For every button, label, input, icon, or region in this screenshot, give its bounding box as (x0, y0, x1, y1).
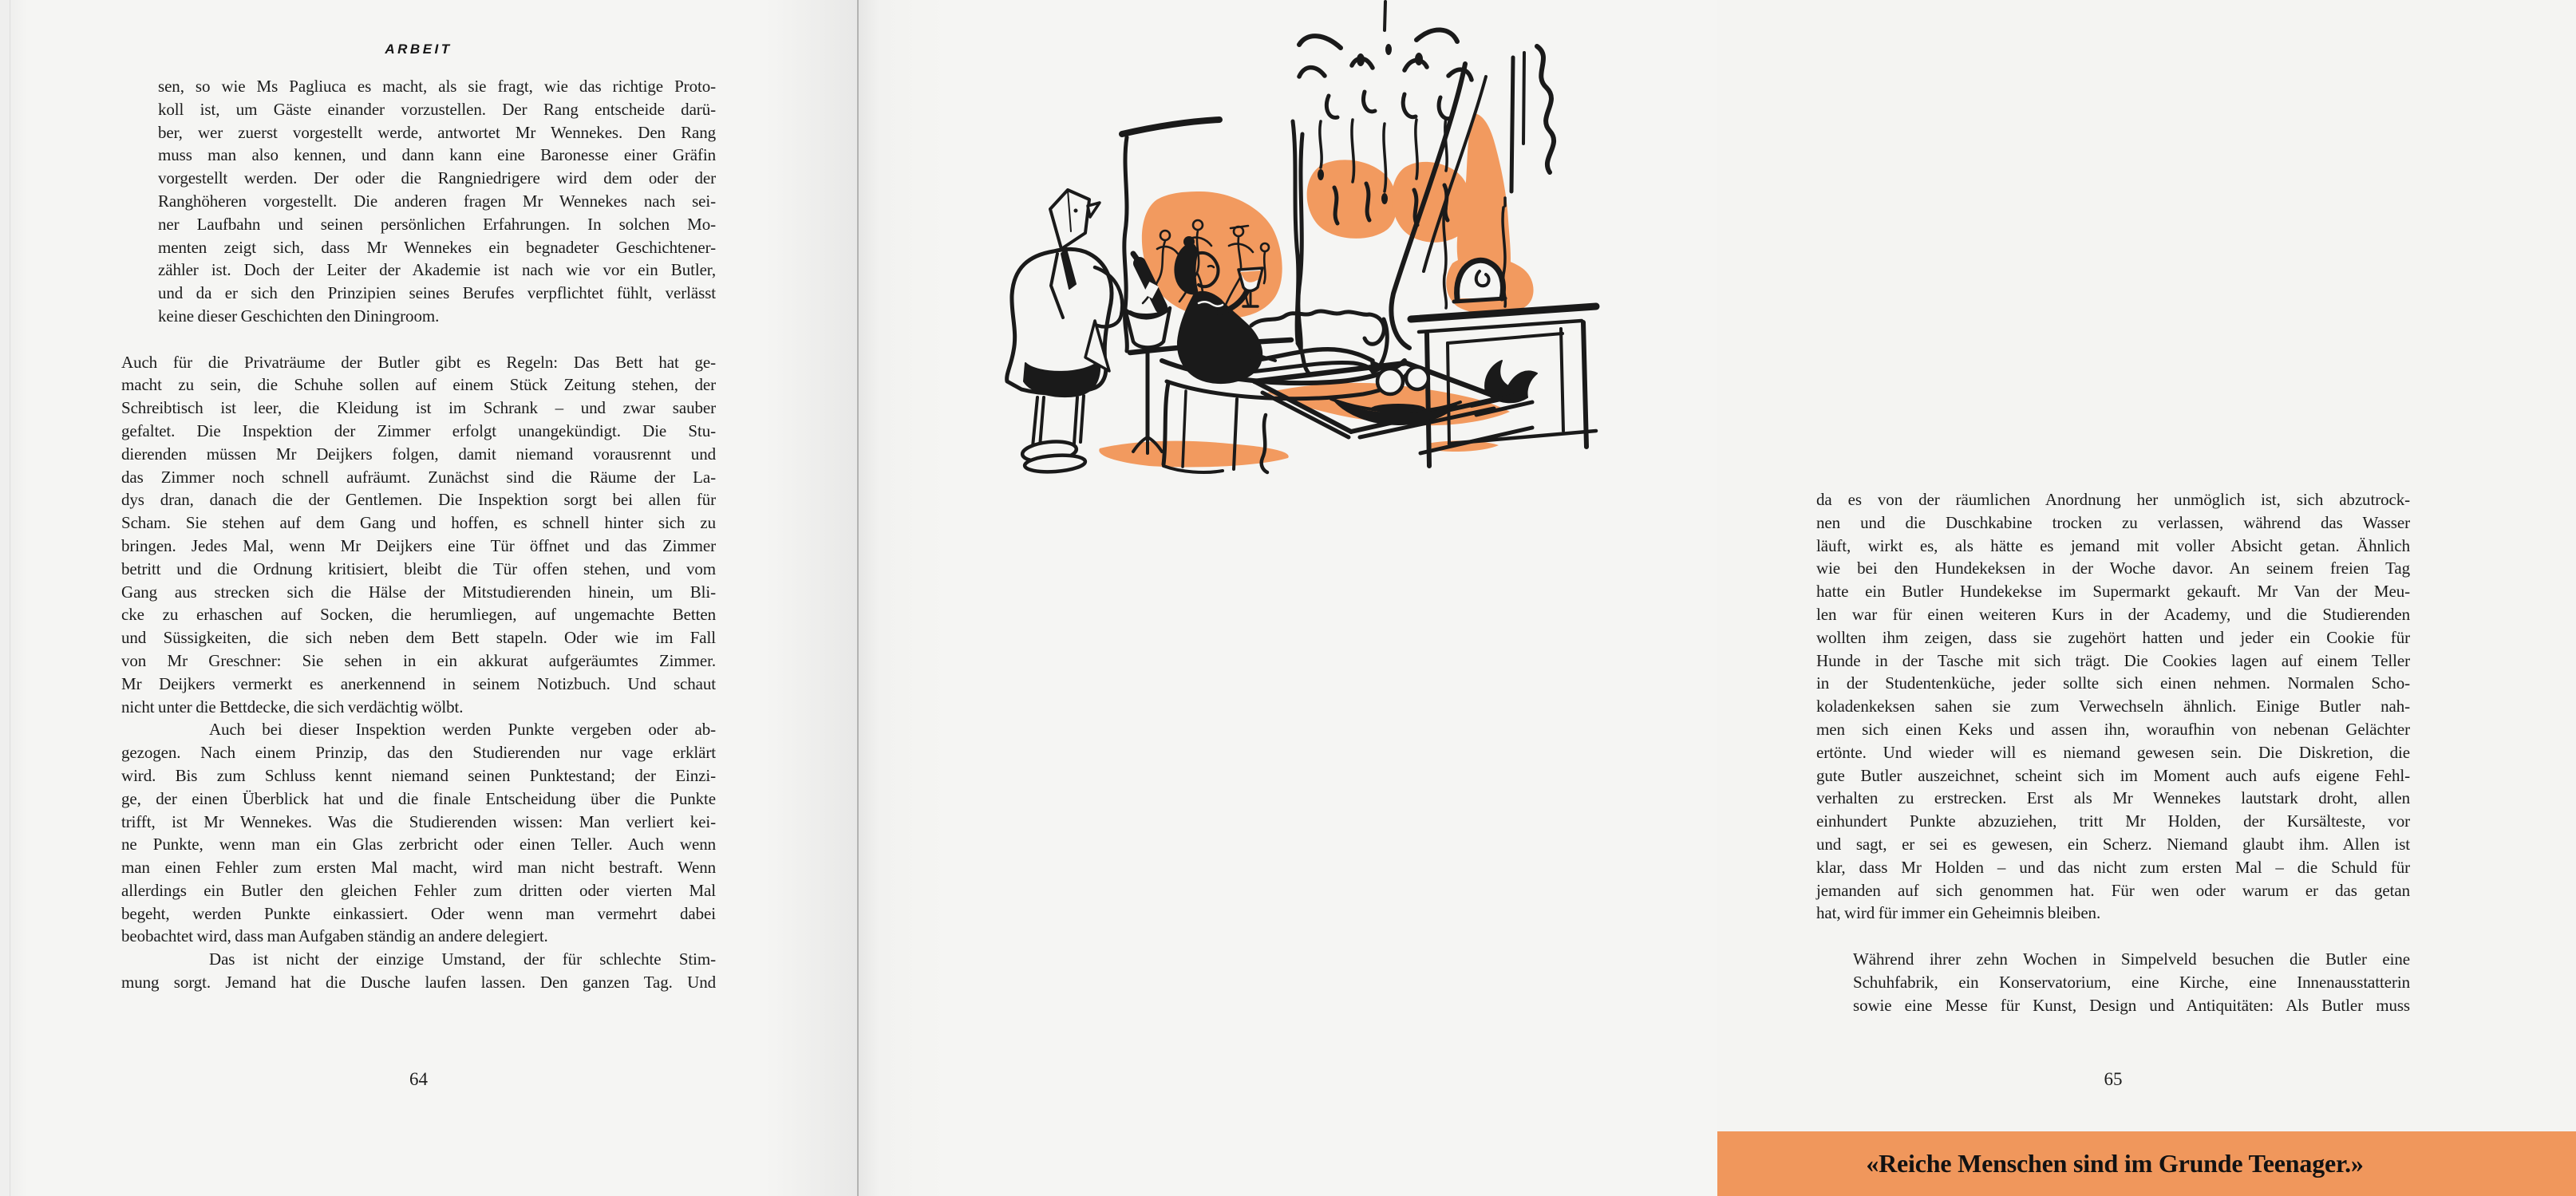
text-line: jemanden auf sich genommen hat. Für wen oder warum er das getan (1816, 880, 2410, 900)
quote-banner (1717, 1131, 2576, 1196)
text-line: Scham. Sie stehen auf dem Gang und hoffen, es schnell hinter sich zu (121, 513, 716, 533)
text-line: Schreibtisch ist leer, die Kleidung ist im Schrank – und zwar sauber (121, 398, 716, 418)
text-line: muss man also kennen, und dann kann eine Baronesse einer Gräfin (158, 145, 716, 165)
text-line: macht zu sein, die Schuhe sollen auf einem Stück Zeitung stehen, der (121, 375, 716, 395)
text-line: zähler ist. Doch der Leiter der Akademie ist nach wie vor ein Butler, (158, 260, 716, 280)
text-line: das Zimmer noch schnell aufräumt. Zunächst sind die Räume der La- (121, 467, 716, 487)
text-line: nicht unter die Bettdecke, die sich verdächtig wölbt. (121, 697, 464, 716)
text-line: trifft, ist Mr Wennekes. Was die Studierenden wissen: Man verliert kei- (121, 811, 716, 831)
text-line: vorgestellt werden. Der oder die Rangniedrigere wird dem oder der (158, 168, 716, 188)
text-line: betritt und die Ordnung kritisiert, bleibt die Tür offen stehen, und vom (121, 559, 716, 578)
text-line: einhundert Punkte abzuziehen, tritt Mr Holden, der Kursälteste, vor (1816, 811, 2410, 831)
text-line: Schuhfabrik, ein Konservatorium, eine Kirche, eine Innenausstatterin (1853, 972, 2410, 992)
text-line: ge, der einen Überblick hat und die finale Entscheidung über die Punkte (121, 788, 716, 808)
text-line: gute Butler auszeichnet, scheint sich im Moment auch aufs eigene Fehl- (1816, 765, 2410, 785)
left-page-paragraphs (121, 75, 716, 994)
illustration-svg (894, 0, 1644, 479)
text-line: cke zu erhaschen auf Socken, die herumliegen, auf ungemachte Betten (121, 605, 716, 625)
text-line: ne Punkte, wenn man ein Glas zerbricht oder einen Teller. Auch wenn (121, 835, 716, 855)
page-gutter (857, 0, 859, 1196)
text-line: bringen. Jedes Mal, wenn Mr Deijkers eine Tür öffnet und das Zimmer (121, 535, 716, 555)
text-line: und sagt, er sei es gewesen, ein Scherz. Niemand glaubt ihm. Allen ist (1816, 834, 2410, 854)
page-number-right: 65 (2104, 1069, 2123, 1089)
text-line: hatte ein Butler Hundekekse im Supermarkt gekauft. Mr Van der Meu- (1816, 582, 2410, 602)
text-line: Auch für die Privaträume der Butler gibt es Regeln: Das Bett hat ge- (121, 352, 716, 372)
text-line: in der Studentenküche, jeder sollte sich einen nehmen. Normalen Scho- (1816, 673, 2410, 693)
text-line: menten zeigt sich, dass Mr Wennekes ein begnadeter Geschichtener- (158, 237, 716, 257)
text-line: man einen Fehler zum ersten Mal macht, wird man nicht bestraft. Wenn (121, 858, 716, 878)
text-line: sowie eine Messe für Kunst, Design und Antiquitäten: Als Butler muss (1853, 995, 2410, 1015)
text-line: Mr Deijkers vermerkt es anerkennend in seinem Notizbuch. Und schaut (121, 673, 716, 693)
text-line: nen und die Duschkabine trocken zu verlassen, während das Wasser (1816, 512, 2410, 532)
left-edge-shade (0, 0, 10, 1196)
text-line: koll ist, um Gäste einander vorzustellen. Der Rang entscheide darü- (158, 99, 716, 119)
text-line: allerdings ein Butler den gleichen Fehler zum dritten oder vierten Mal (121, 880, 716, 900)
text-line: keine dieser Geschichten den Diningroom. (158, 306, 440, 326)
text-line: gezogen. Nach einem Prinzip, das den Studierenden nur vage erklärt (121, 743, 716, 763)
text-line: ner Laufbahn und seinen persönlichen Erfahrungen. In solchen Mo- (158, 214, 716, 234)
text-line: Ranghöheren vorgestellt. Die anderen fragen Mr Wennekes nach sei- (158, 191, 716, 211)
text-line: und da er sich den Prinzipien seines Berufes verpflichtet fühlt, verlässt (158, 283, 716, 303)
text-line: len war für einen weiteren Kurs in der Academy, und die Studierenden (1816, 604, 2410, 624)
text-line: Hunde in der Tasche mit sich trägt. Die Cookies lagen auf einem Teller (1816, 650, 2410, 670)
text-line: mung sorgt. Jemand hat die Dusche laufen lassen. Den ganzen Tag. Und (121, 973, 716, 993)
text-line: und Süssigkeiten, die sich neben dem Bett stapeln. Oder wie im Fall (121, 628, 716, 648)
text-line: koladenkeksen sahen sie zum Verwechseln ähnlich. Einige Butler nah- (1816, 697, 2410, 716)
text-line: ber, wer zuerst vorgestellt werde, antwortet Mr Wennekes. Den Rang (158, 122, 716, 142)
text-line: klar, dass Mr Holden – und das nicht zum ersten Mal – die Schuld für (1816, 857, 2410, 877)
text-line: wollten ihm zeigen, dass sie zugehört hatten und jeder ein Cookie für (1816, 627, 2410, 647)
paragraph (121, 75, 716, 328)
text-line: da es von der räumlichen Anordnung her unmöglich ist, sich abzutrock- (1816, 490, 2410, 509)
text-line: beobachtet wird, dass man Aufgaben ständig an andere delegiert. (121, 926, 548, 946)
left-page (0, 0, 859, 1196)
paragraph (1816, 488, 2410, 925)
quote-text: «Reiche Menschen sind im Grunde Teenager.» (1866, 1149, 2364, 1178)
text-line: dierenden müssen Mr Deijkers folgen, damit niemand vorausrennt und (121, 444, 716, 464)
text-line: men sich einen Keks und assen ihn, woraufhin von nebenan Gelächter (1816, 719, 2410, 739)
paragraph (121, 351, 716, 719)
text-line: wie bei den Hundekeksen in der Woche davor. An seinem freien Tag (1816, 559, 2410, 578)
text-line: gefaltet. Die Inspektion der Zimmer erfolgt unangekündigt. Die Stu- (121, 420, 716, 440)
text-line: verhalten zu erstrecken. Erst als Mr Wennekes lautstark droht, allen (1816, 788, 2410, 808)
living-room-illustration (894, 0, 1644, 479)
running-head: ARBEIT (385, 41, 452, 57)
paragraph (1816, 948, 2410, 1016)
text-line: ertönte. Und wieder will es niemand gewesen sein. Die Diskretion, die (1816, 742, 2410, 762)
text-line: sen, so wie Ms Pagliuca es macht, als sie fragt, wie das richtige Proto- (158, 77, 716, 96)
paragraph (121, 948, 716, 994)
page-number-left: 64 (409, 1069, 428, 1089)
text-line: dys dran, danach die der Gentlemen. Die Inspektion sorgt bei allen für (121, 490, 716, 510)
text-line: Während ihrer zehn Wochen in Simpelveld besuchen die Butler eine (1853, 949, 2410, 969)
text-line: Auch bei dieser Inspektion werden Punkte vergeben oder ab- (209, 720, 716, 740)
text-line: Gang aus strecken sich die Hälse der Mitstudierenden hinein, um Bli- (121, 582, 716, 602)
text-line: von Mr Greschner: Sie sehen in ein akkurat aufgeräumtes Zimmer. (121, 650, 716, 670)
text-line: wird. Bis zum Schluss kennt niemand seinen Punktestand; der Einzi- (121, 765, 716, 785)
paragraph (121, 718, 716, 948)
text-line: Das ist nicht der einzige Umstand, der für schlechte Stim- (209, 949, 716, 969)
right-page-paragraphs (1816, 488, 2410, 1016)
text-line: läuft, wirkt es, als hätte es jemand mit voller Absicht getan. Ähnlich (1816, 535, 2410, 555)
text-line: begeht, werden Punkte einkassiert. Oder wenn man vermehrt dabei (121, 903, 716, 923)
text-line: hat, wird für immer ein Geheimnis bleiben. (1816, 903, 2101, 923)
